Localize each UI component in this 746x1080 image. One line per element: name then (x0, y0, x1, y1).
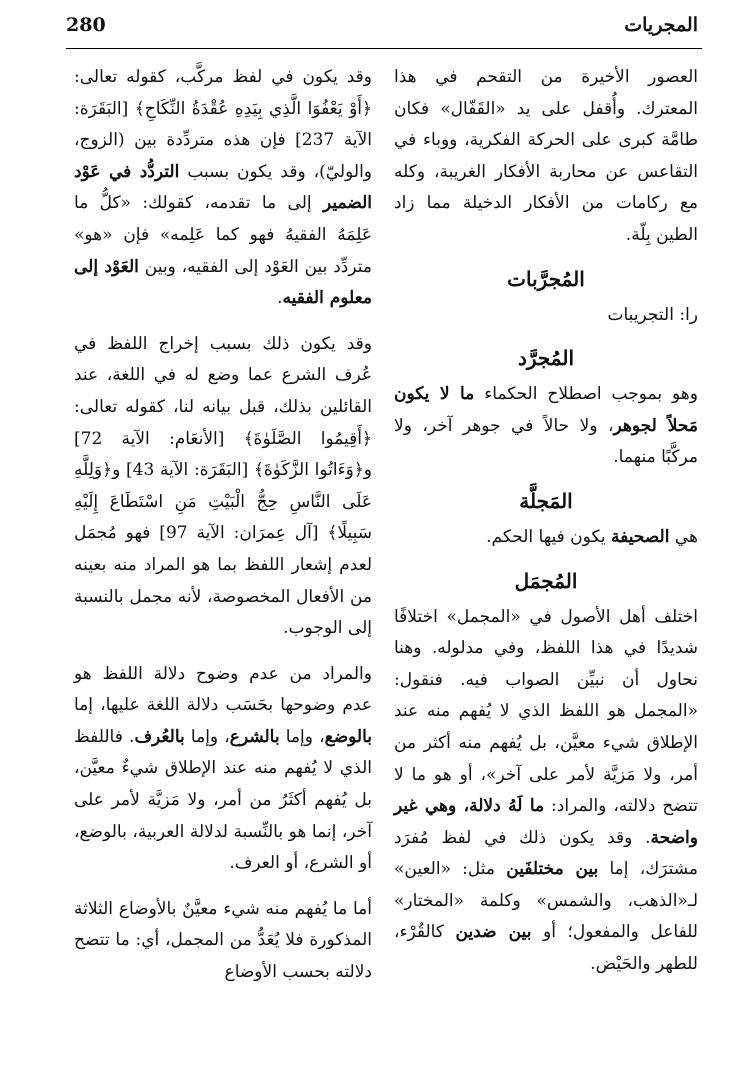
header-divider (66, 48, 702, 49)
running-title: المجريات (624, 14, 698, 36)
text: اختلف أهل الأصول في «المجمل» اختلافًا شديدًا في هذا اللفظ، وفي مدلوله. وهنا نحاول أن نبيِّن الصواب فيه. فنقول: «المجمل هو اللفظ الذي لا يُفهم منه عند الإطلاق شيء معيَّن، بل يُفهم منه أكثر من أمر، ولا مَزيَّة لأمر على آخر»، أو هو ما لا تتضح دلالته، والمراد: (394, 606, 698, 817)
text: ، وإما (184, 726, 230, 747)
text: يكون فيها الحكم. (486, 526, 611, 547)
text: . فاللفظ الذي لا يُفهم منه عند الإطلاق شيءٌ معيَّن، بل يُفهم أكثَرُ من أمر، ولا مَزيَّة لأمر على آخر، إنما هو بالنِّسبة لدلالة العربية، بالوضع، أو الشرع، أو العرف. (74, 726, 372, 874)
paragraph-intro: العصور الأخيرة من التقحم في هذا المعترك. وأُقفل على يد «القَفّال» فكان طامَّة كبرى على الحركة الفكرية، ووباء في التقاعس عن محاربة الأفكار الغريبة، وكله مع ركامات من الأفكار الدخيلة مما زاد الطين بِلّة. (394, 67, 698, 245)
bold-term: بين ضدين (455, 922, 532, 943)
page-number: 280 (66, 14, 106, 36)
bold-term: ما لا يكون مَحلاً لجوهر (394, 384, 698, 436)
cross-reference: را: التجريبات (607, 304, 698, 325)
bold-term: العَوْد إلى معلوم الفقيه (74, 256, 372, 309)
text: ، ولا حالاً في جوهر آخر، ولا مركَّبًا منهما. (394, 415, 698, 468)
entry-heading-majalla: المَجلَّة (519, 488, 573, 513)
text: . وقد يكون ذلك في لفظ مُفرَد مشترَك، إما (394, 827, 699, 880)
text: كالقُرْء، للطهر والحَيْض. (394, 922, 698, 975)
left-column (74, 62, 372, 989)
text: والمراد من عدم وضوح دلالة اللفظ هو عدم وضوحها بحَسَب دلالة اللغة عليها، إما (74, 663, 372, 716)
text: وقد يكون في لفظ مركَّب، كقوله تعالى: ﴿أَوْ يَعْفُوَا الَّذِي بِيَدِهِ عُقْدَةُ النِّكَاحِ﴾ [البَقَرَة: الآية 237] فإن هذه متردِّدة بين (الزوج، والوليّ)، وقد يكون بسبب (74, 67, 372, 182)
paragraph-mujmal (394, 602, 698, 981)
text: . (277, 288, 283, 309)
paragraph-clarity (74, 659, 372, 880)
paragraph-compound-word (74, 62, 372, 315)
paragraph-conclusion: أما ما يُفهم منه شيء معيَّنٌ بالأوضاع الثلاثة المذكورة فلا يُعَدُّ من المجمل، أي: ما تتضح دلالته بحسب الأوضاع (74, 898, 372, 983)
paragraph-majalla (394, 522, 698, 554)
bold-term: التردُّد في عَوْد الضمير (74, 161, 372, 214)
bold-term: بالشرع (229, 726, 280, 747)
text: مثل: «العين» لـ«الذهب، والشمس» وكلمة «المختار» للفاعل والمفعول؛ أو (394, 859, 698, 943)
text: وهو بموجب اصطلاح الحكماء (474, 384, 698, 405)
entry-heading-mujmal: المُجمَل (514, 568, 578, 593)
entry-heading-mujarrad: المُجرَّد (517, 346, 575, 371)
bold-term: بين مختلفَين (506, 859, 599, 880)
text: إلى ما تقدمه، كقولك: «كلُّ ما عَلِمَهُ الفقيهُ فهو كما عَلِمه» فإن «هو» متردِّد بين العَوْد إلى الفقيه، وبين (74, 193, 372, 277)
paragraph-sharia-usage: وقد يكون ذلك بسبب إخراج اللفظ في عُرف الشرع عما وضع له في اللغة، عند القائلين بذلك، قبل بيانه لنا، كقوله تعالى: ﴿أَقِيمُوا الصَّلَوٰةَ﴾ [الأنعَام: الآية 72] و﴿وَءَاتُوا الزَّكَوٰةَ﴾ [البَقَرَة: الآية 43] و﴿وَلِلَّهِ عَلَى النَّاسِ حِجُّ الْبَيْتِ مَنِ اسْتَطَاعَ إِلَيْهِ سَبِيلًا﴾ [آل عِمرَان: الآية 97] فهو مُجمَل لعدم إشعار اللفظ بما هو المراد منه بعينه من الأفعال المخصوصة، لأنه مجمل بالنسبة إلى الوجوب. (74, 333, 372, 639)
bold-term: ما لَهُ دلالة، وهي غير واضحة (394, 796, 698, 848)
bold-term: بالعُرف (134, 726, 185, 747)
entry-heading-mujarrabat: المُجرَّبات (507, 266, 585, 291)
text: هي (669, 526, 698, 547)
text: ، وإما (279, 726, 325, 747)
page-header (0, 0, 746, 56)
bold-term: بالوضع (324, 726, 372, 747)
bold-term: الصحيفة (610, 526, 670, 547)
right-column (394, 62, 698, 981)
paragraph-mujarrad (394, 379, 698, 474)
